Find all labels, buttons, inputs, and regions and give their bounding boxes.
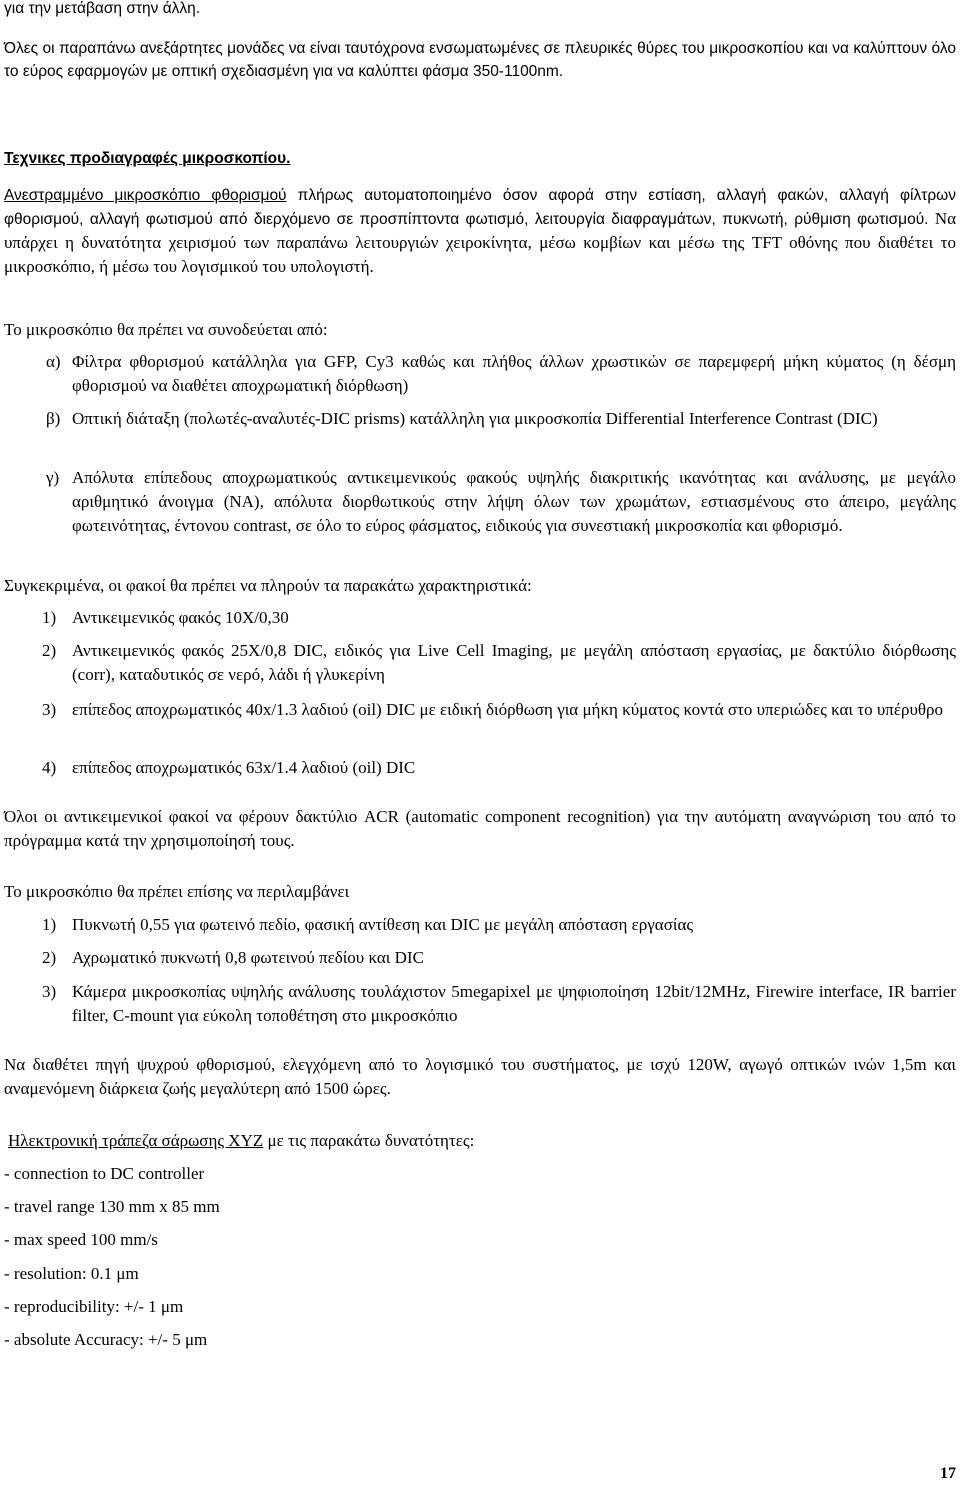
- section-heading-specs: Τεχνικες προδιαγραφές μικροσκοπίου.: [4, 150, 291, 167]
- include-text: Αχρωματικό πυκνωτή 0,8 φωτεινού πεδίου και DIC: [72, 948, 424, 967]
- lens-number: 1): [42, 608, 57, 627]
- accessory-label: α): [46, 352, 61, 371]
- accessory-label: β): [46, 409, 61, 428]
- lens-number: 2): [42, 641, 57, 660]
- stage-spec-item: - reproducibility: +/- 1 μm: [4, 1297, 184, 1316]
- specs-lead-underlined: Ανεστραμμένο μικροσκόπιο φθορισμού: [4, 187, 287, 204]
- continuation-line: για την μετάβαση στην άλλη.: [4, 0, 201, 17]
- acr-paragraph: Όλοι οι αντικειμενικοί φακοί να φέρουν δακτύλιο ACR (automatic component recognition) για την αυτόματη αναγνώριση του από το πρόγραμμα κατά την χρησιμοποίησή τους.: [4, 807, 956, 850]
- stage-spec-item: - travel range 130 mm x 85 mm: [4, 1197, 220, 1216]
- accessory-text: Οπτική διάταξη (πολωτές-αναλυτές-DIC prisms) κατάλληλη για μικροσκοπία Differential Interference Contrast (DIC): [72, 409, 878, 428]
- lens-item: [42, 639, 956, 687]
- lamp-paragraph: Να διαθέτει πηγή ψυχρού φθορισμού, ελεγχόμενη από το λογισμικό του συστήματος, με ισχύ 120W, αγωγό οπτικών ινών 1,5m και αναμενόμενη διάρκεια ζωής μεγαλύτερη από 1500 ώρες.: [4, 1055, 956, 1098]
- accessories-intro: Το μικροσκόπιο θα πρέπει να συνοδεύεται από:: [4, 320, 328, 339]
- lens-number: 3): [42, 700, 57, 719]
- include-number: 3): [42, 982, 57, 1001]
- include-item: [42, 980, 956, 1028]
- specs-body-2: Να υπάρχει η δυνατότητα χειρισμού των παραπάνω λειτουργιών χειροκίνητα, μέσω κομβίων και μέσω της TFT οθόνης που διαθέτει το μικροσκόπιο, ή μέσω του λογισμικού του υπολογιστή.: [4, 209, 957, 276]
- accessory-text: Απόλυτα επίπεδους αποχρωματικούς αντικειμενικούς φακούς υψηλής διακριτικής ικανότητας και ανάλυσης, με μεγάλο αριθμητικό άνοιγμα (NA), απόλυτα διορθωτικούς στην λήψη όλων των χρωμάτων, εστιασμένους στο άπειρο, μεγάλης φωτεινότητας, έντονου contrast, σε όλο το εύρος φάσματος, ειδικούς για συνεστιακή μικροσκοπία και φθορισμό.: [72, 468, 956, 535]
- lens-item: [42, 756, 956, 780]
- include-item: [42, 946, 956, 970]
- accessory-item: [46, 466, 956, 538]
- stage-spec-item: - max speed 100 mm/s: [4, 1230, 158, 1249]
- include-number: 2): [42, 948, 57, 967]
- specs-body: πλήρως αυτοματοποιημένο όσον αφορά στην εστίαση, αλλαγή φακών, αλλαγή φίλτρων φθορισμού, αλλαγή φωτισμού από διερχόμενο σε προσπίπτοντα φωτισμό, λειτουργία διαφραγμάτων, πυκνωτή, ρύθμιση φωτισμού.: [4, 187, 957, 228]
- accessory-text: Φίλτρα φθορισμού κατάλληλα για GFP, Cy3 καθώς και πλήθος άλλων χρωστικών σε παρεμφερή μήκη κύματος (η δέσμη φθορισμού να διαθέτει αποχρωματική διόρθωση): [72, 352, 956, 395]
- accessory-item: [46, 407, 956, 431]
- include-number: 1): [42, 915, 57, 934]
- lens-text: Αντικειμενικός φακός 10X/0,30: [72, 608, 289, 627]
- include-text: Κάμερα μικροσκοπίας υψηλής ανάλυσης τουλάχιστον 5megapixel με ψηφιοποίηση 12bit/12MHz, Firewire interface, IR barrier filter, C-mount για εύκολη τοποθέτηση στο μικροσκόπιο: [72, 982, 956, 1025]
- include-item: [42, 913, 956, 937]
- includes-intro: Το μικροσκόπιο θα πρέπει επίσης να περιλαμβάνει: [4, 882, 350, 901]
- lens-item: [42, 698, 956, 722]
- specs-paragraph: [4, 184, 956, 279]
- lens-text: Αντικειμενικός φακός 25X/0,8 DIC, ειδικός για Live Cell Imaging, με μεγάλη απόσταση εργασίας, με δακτύλιο διόρθωσης (corr), καταδυτικός σε νερό, λάδι ή γλυκερίνη: [72, 641, 956, 684]
- lens-text: επίπεδος αποχρωματικός 40x/1.3 λαδιού (oil) DIC με ειδική διόρθωση για μήκη κύματος κοντά στο υπεριώδες και το υπέρυθρο: [72, 700, 943, 719]
- lens-number: 4): [42, 758, 57, 777]
- lens-item: [42, 606, 956, 630]
- stage-heading-underlined: Ηλεκτρονική τράπεζα σάρωσης XYZ: [8, 1131, 264, 1150]
- stage-heading: [8, 1129, 956, 1153]
- stage-spec-item: - connection to DC controller: [4, 1164, 205, 1183]
- stage-heading-rest: με τις παρακάτω δυνατότητες:: [263, 1131, 475, 1150]
- accessory-label: γ): [46, 468, 60, 487]
- intro-paragraph: Όλες οι παραπάνω ανεξάρτητες μονάδες να είναι ταυτόχρονα ενσωματωμένες σε πλευρικές θύρες του μικροσκοπίου και να καλύπτουν όλο το εύρος εφαρμογών με οπτική σχεδιασμένη για να καλύπτει φάσμα 350-1100nm.: [4, 40, 956, 80]
- lenses-intro: Συγκεκριμένα, οι φακοί θα πρέπει να πληρούν τα παρακάτω χαρακτηριστικά:: [4, 576, 532, 595]
- lens-text: επίπεδος αποχρωματικός 63x/1.4 λαδιού (oil) DIC: [72, 758, 416, 777]
- stage-spec-item: - resolution: 0.1 μm: [4, 1264, 139, 1283]
- include-text: Πυκνωτή 0,55 για φωτεινό πεδίο, φασική αντίθεση και DIC με μεγάλη απόσταση εργασίας: [72, 915, 694, 934]
- page-number: 17: [940, 1465, 956, 1482]
- accessory-item: [46, 350, 956, 398]
- stage-spec-item: - absolute Accuracy: +/- 5 μm: [4, 1330, 208, 1349]
